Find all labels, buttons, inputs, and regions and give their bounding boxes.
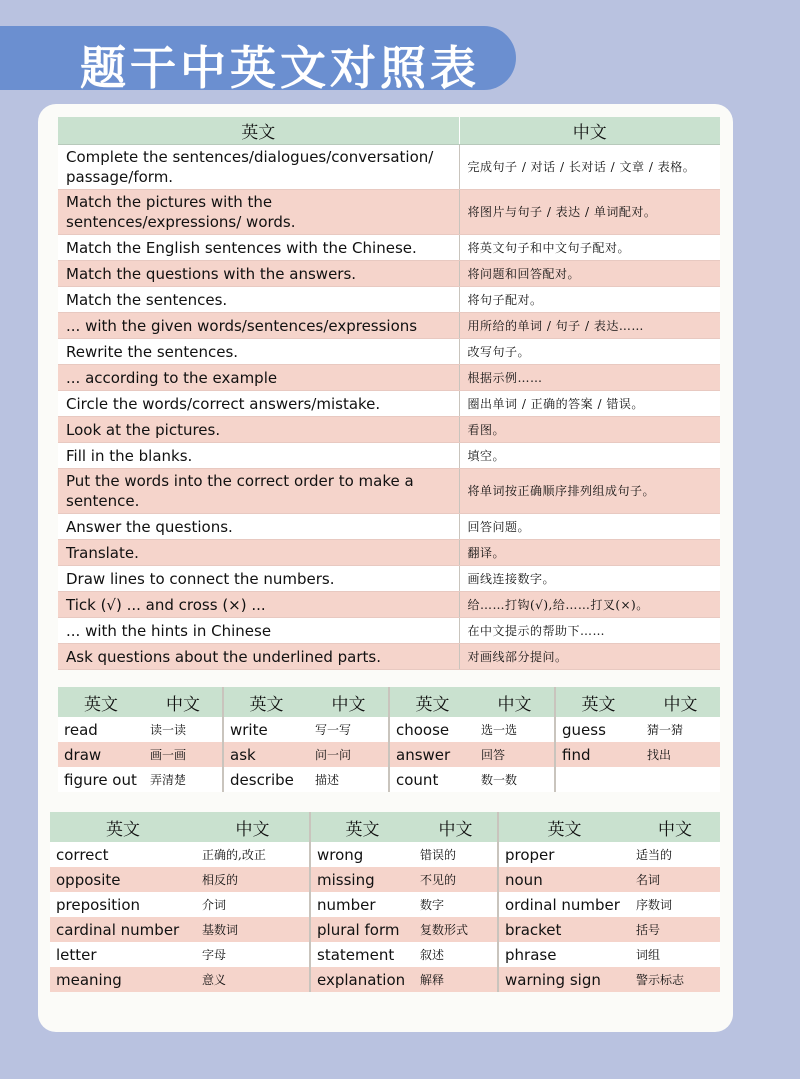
verb-zh (641, 767, 720, 792)
header-english: 英文 (58, 687, 144, 717)
instruction-zh: 看图。 (459, 417, 720, 443)
verb-zh: 选一选 (475, 717, 555, 742)
instruction-en: Ask questions about the underlined parts. (58, 644, 459, 670)
verbs-header-row (58, 687, 720, 717)
table-row (50, 892, 720, 917)
table-row (58, 618, 720, 644)
header-english: 英文 (310, 812, 414, 842)
word-zh: 不见的 (414, 867, 498, 892)
table-row (58, 717, 720, 742)
header-english: 英文 (555, 687, 641, 717)
instruction-zh: 给……打钩(√),给……打叉(×)。 (459, 592, 720, 618)
instruction-en: Match the sentences. (58, 287, 459, 313)
instruction-en: ... with the given words/sentences/expressions (58, 313, 459, 339)
word-zh: 数字 (414, 892, 498, 917)
word-en: proper (498, 842, 630, 867)
instruction-en: Translate. (58, 540, 459, 566)
table-row (58, 391, 720, 417)
word-zh: 解释 (414, 967, 498, 992)
verb-en: count (389, 767, 475, 792)
word-en: noun (498, 867, 630, 892)
verb-en: read (58, 717, 144, 742)
table-row (58, 540, 720, 566)
table-row (50, 942, 720, 967)
instruction-zh: 圈出单词 / 正确的答案 / 错误。 (459, 391, 720, 417)
instruction-zh: 根据示例…… (459, 365, 720, 391)
header-chinese: 中文 (459, 117, 720, 145)
instruction-en: Fill in the blanks. (58, 443, 459, 469)
instruction-en: Draw lines to connect the numbers. (58, 566, 459, 592)
table-row (58, 742, 720, 767)
verb-zh: 弄清楚 (144, 767, 223, 792)
header-chinese: 中文 (475, 687, 555, 717)
word-zh: 复数形式 (414, 917, 498, 942)
verb-en (555, 767, 641, 792)
word-zh: 适当的 (630, 842, 720, 867)
word-zh: 序数词 (630, 892, 720, 917)
word-zh: 正确的,改正 (196, 842, 310, 867)
table-row (58, 313, 720, 339)
word-zh: 括号 (630, 917, 720, 942)
table-row (58, 190, 720, 235)
instruction-zh: 翻译。 (459, 540, 720, 566)
verb-zh: 猜一猜 (641, 717, 720, 742)
header-english: 英文 (50, 812, 196, 842)
instruction-en: Circle the words/correct answers/mistake. (58, 391, 459, 417)
word-en: ordinal number (498, 892, 630, 917)
instruction-zh: 将图片与句子 / 表达 / 单词配对。 (459, 190, 720, 235)
verb-en: write (223, 717, 309, 742)
instruction-zh: 将英文句子和中文句子配对。 (459, 235, 720, 261)
table-row (58, 145, 720, 190)
page-title: 题干中英文对照表 (80, 41, 480, 95)
verb-zh: 问一问 (309, 742, 389, 767)
header-english: 英文 (58, 117, 459, 145)
verb-en: ask (223, 742, 309, 767)
header-english: 英文 (389, 687, 475, 717)
table-row (58, 514, 720, 540)
header-chinese: 中文 (309, 687, 389, 717)
instruction-en: ... according to the example (58, 365, 459, 391)
table-row (58, 469, 720, 514)
instruction-zh: 在中文提示的帮助下…… (459, 618, 720, 644)
instruction-en: Match the English sentences with the Chinese. (58, 235, 459, 261)
verb-en: draw (58, 742, 144, 767)
word-en: meaning (50, 967, 196, 992)
instruction-zh: 画线连接数字。 (459, 566, 720, 592)
word-zh: 介词 (196, 892, 310, 917)
verb-en: find (555, 742, 641, 767)
word-en: bracket (498, 917, 630, 942)
word-en: missing (310, 867, 414, 892)
table-row (58, 443, 720, 469)
word-en: plural form (310, 917, 414, 942)
table-row (58, 566, 720, 592)
vocabulary-table (50, 812, 720, 992)
table-row (58, 287, 720, 313)
word-en: wrong (310, 842, 414, 867)
word-en: explanation (310, 967, 414, 992)
instruction-en: Look at the pictures. (58, 417, 459, 443)
instruction-zh: 对画线部分提问。 (459, 644, 720, 670)
verb-en: describe (223, 767, 309, 792)
instruction-zh: 改写句子。 (459, 339, 720, 365)
header-chinese: 中文 (144, 687, 223, 717)
verbs-table (58, 687, 720, 792)
header-chinese: 中文 (641, 687, 720, 717)
word-zh: 基数词 (196, 917, 310, 942)
instruction-en: Rewrite the sentences. (58, 339, 459, 365)
word-en: number (310, 892, 414, 917)
word-zh: 词组 (630, 942, 720, 967)
word-zh: 名词 (630, 867, 720, 892)
word-zh: 警示标志 (630, 967, 720, 992)
verb-en: figure out (58, 767, 144, 792)
instruction-zh: 完成句子 / 对话 / 长对话 / 文章 / 表格。 (459, 145, 720, 190)
word-zh: 字母 (196, 942, 310, 967)
instruction-en: Answer the questions. (58, 514, 459, 540)
title-banner (0, 26, 516, 95)
word-en: opposite (50, 867, 196, 892)
instruction-en: Match the pictures with the sentences/expressions/ words. (58, 190, 459, 235)
instruction-zh: 将问题和回答配对。 (459, 261, 720, 287)
word-en: phrase (498, 942, 630, 967)
word-en: cardinal number (50, 917, 196, 942)
table-row (58, 261, 720, 287)
verb-zh: 找出 (641, 742, 720, 767)
word-zh: 意义 (196, 967, 310, 992)
table-row (58, 339, 720, 365)
verb-zh: 读一读 (144, 717, 223, 742)
vocabulary-header-row (50, 812, 720, 842)
instruction-zh: 将句子配对。 (459, 287, 720, 313)
verb-zh: 回答 (475, 742, 555, 767)
table-row (50, 967, 720, 992)
table-row (50, 917, 720, 942)
word-zh: 错误的 (414, 842, 498, 867)
verb-en: choose (389, 717, 475, 742)
header-chinese: 中文 (630, 812, 720, 842)
header-english: 英文 (498, 812, 630, 842)
instruction-en: Put the words into the correct order to make a sentence. (58, 469, 459, 514)
verb-en: answer (389, 742, 475, 767)
table-row (50, 842, 720, 867)
table-row (58, 644, 720, 670)
verb-zh: 写一写 (309, 717, 389, 742)
table-row (50, 867, 720, 892)
verb-en: guess (555, 717, 641, 742)
table-row (58, 365, 720, 391)
header-english: 英文 (223, 687, 309, 717)
instruction-zh: 填空。 (459, 443, 720, 469)
table-row (58, 592, 720, 618)
word-zh: 相反的 (196, 867, 310, 892)
word-en: letter (50, 942, 196, 967)
instruction-en: Tick (√) ... and cross (×) ... (58, 592, 459, 618)
instruction-zh: 回答问题。 (459, 514, 720, 540)
word-en: warning sign (498, 967, 630, 992)
instruction-zh: 将单词按正确顺序排列组成句子。 (459, 469, 720, 514)
instruction-en: Match the questions with the answers. (58, 261, 459, 287)
table-row (58, 767, 720, 792)
verb-zh: 画一画 (144, 742, 223, 767)
instruction-zh: 用所给的单词 / 句子 / 表达…… (459, 313, 720, 339)
instruction-en: Complete the sentences/dialogues/conversation/ passage/form. (58, 145, 459, 190)
table-row (58, 417, 720, 443)
word-en: statement (310, 942, 414, 967)
header-chinese: 中文 (196, 812, 310, 842)
table-row (58, 235, 720, 261)
word-zh: 叙述 (414, 942, 498, 967)
word-en: preposition (50, 892, 196, 917)
instructions-header-row (58, 117, 720, 145)
word-en: correct (50, 842, 196, 867)
verb-zh: 数一数 (475, 767, 555, 792)
instructions-table (58, 117, 720, 670)
header-chinese: 中文 (414, 812, 498, 842)
verb-zh: 描述 (309, 767, 389, 792)
instruction-en: ... with the hints in Chinese (58, 618, 459, 644)
